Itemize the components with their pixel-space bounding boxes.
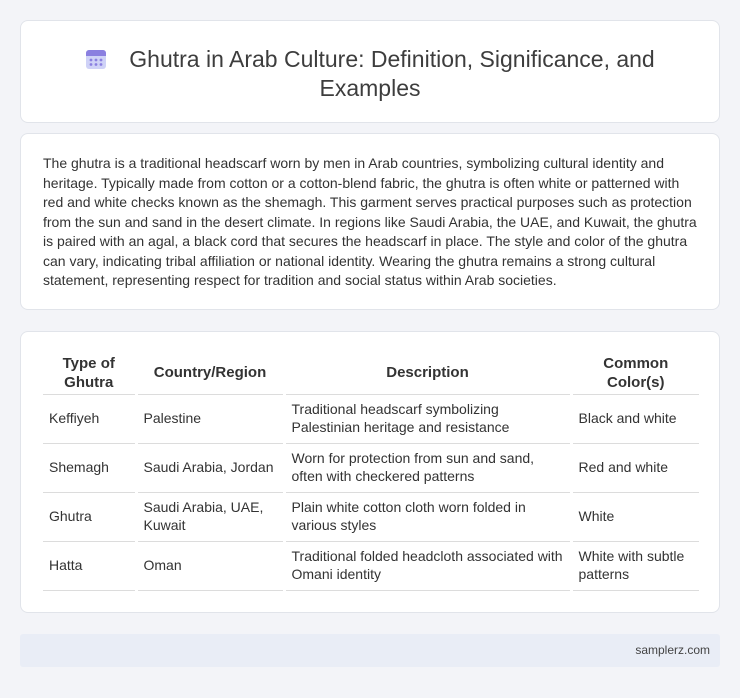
table-cell: Black and white [571,394,699,443]
table-row [43,394,699,443]
calendar-icon [85,48,107,70]
table-cell: Keffiyeh [43,394,136,443]
table-cell: Palestine [136,394,284,443]
table-header-row [43,352,699,394]
table-row [43,541,699,590]
title-card [20,20,720,123]
table-cell: Shemagh [43,443,136,492]
table-cell: Ghutra [43,492,136,541]
table-cell: Worn for protection from sun and sand, often with checkered patterns [284,443,571,492]
page-title: Ghutra in Arab Culture: Definition, Significance, and Examples [129,46,655,101]
column-header: Country/Region [136,352,284,394]
table-cell: Traditional headscarf symbolizing Palestinian heritage and resistance [284,394,571,443]
column-header: Common Color(s) [571,352,699,394]
table-row [43,443,699,492]
footer-site-link[interactable]: samplerz.com [635,643,710,657]
table-cell: Traditional folded headcloth associated with Omani identity [284,541,571,590]
table-cell: White [571,492,699,541]
footer [20,634,720,667]
table-cell: White with subtle patterns [571,541,699,590]
table-cell: Hatta [43,541,136,590]
table-cell: Red and white [571,443,699,492]
column-header: Description [284,352,571,394]
page-title-row [21,45,719,103]
table-cell: Saudi Arabia, Jordan [136,443,284,492]
description-text: The ghutra is a traditional headscarf worn by men in Arab countries, symbolizing cultural identity and heritage. Typically made from cotton or a cotton-blend fabric, the ghutra is often white or patterned with red and white checks known as the shemagh. This garment serves practical purposes such as protection from the sun and sand in the desert climate. In regions like Saudi Arabia, the UAE, and Kuwait, the ghutra is paired with an agal, a black cord that secures the headscarf in place. The style and color of the ghutra can vary, indicating tribal affiliation or national identity. Wearing the ghutra remains a strong cultural statement, representing respect for tradition and social status within Arab societies. [43,155,697,288]
column-header: Type of Ghutra [43,352,136,394]
table-cell: Oman [136,541,284,590]
description-card [20,133,720,310]
table-cell: Plain white cotton cloth worn folded in various styles [284,492,571,541]
ghutra-types-table [43,352,699,591]
table-row [43,492,699,541]
table-cell: Saudi Arabia, UAE, Kuwait [136,492,284,541]
table-card [20,331,720,613]
